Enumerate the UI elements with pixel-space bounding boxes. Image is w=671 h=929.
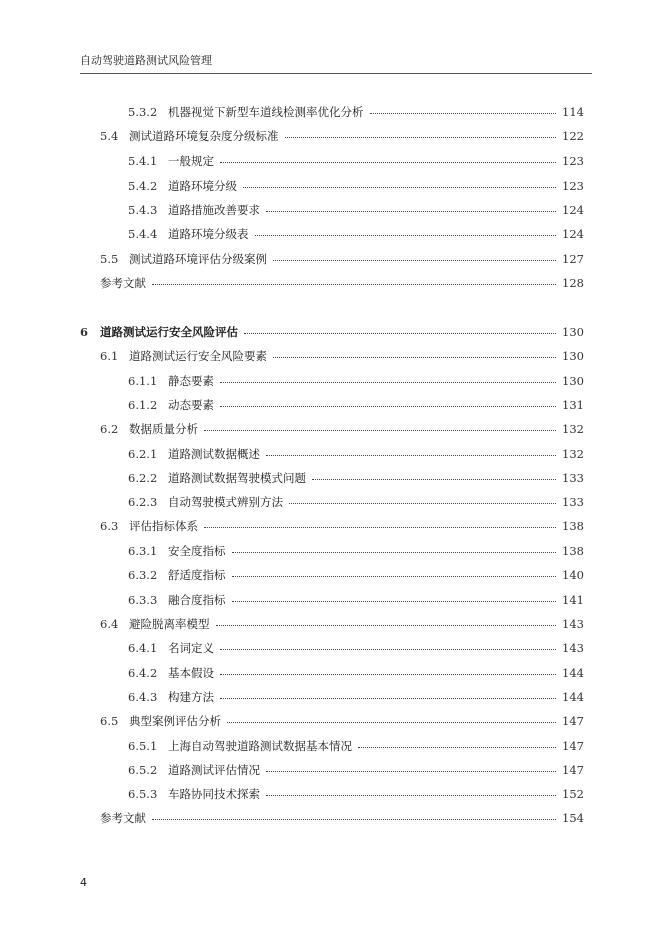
dot-leader — [220, 382, 556, 383]
toc-entry-page: 147 — [562, 763, 584, 777]
toc-entry-number: 6.3.2 — [128, 568, 158, 582]
dot-leader — [358, 747, 556, 748]
toc-entry[interactable] — [100, 516, 584, 536]
toc-entry-title: 舒适度指标 — [168, 568, 226, 582]
dot-leader — [216, 625, 557, 626]
toc-entry-page: 133 — [562, 471, 584, 485]
toc-entry[interactable] — [128, 151, 584, 171]
toc-entry[interactable] — [128, 468, 584, 488]
toc-entry[interactable] — [128, 784, 584, 804]
toc-entry-page: 132 — [562, 422, 584, 436]
toc-entry-number: 6.3.1 — [128, 544, 158, 558]
toc-entry-title: 名词定义 — [168, 641, 214, 655]
toc-entry-title: 评估指标体系 — [129, 519, 198, 533]
toc-entry-title: 道路测试运行安全风险要素 — [129, 349, 267, 363]
toc-entry-title: 道路环境分级 — [168, 179, 237, 193]
toc-entry-page: 130 — [562, 349, 584, 363]
toc-entry-title: 基本假设 — [168, 666, 214, 680]
toc-entry-page: 143 — [562, 641, 584, 655]
toc-entry-number: 6.4.2 — [128, 666, 158, 680]
toc-entry-page: 144 — [562, 666, 584, 680]
toc-entry-number: 6.5.1 — [128, 739, 158, 753]
toc-entry-title: 融合度指标 — [168, 593, 226, 607]
toc-entry-page: 132 — [562, 447, 584, 461]
dot-leader — [232, 601, 557, 602]
dot-leader — [220, 162, 556, 163]
toc-entry-number: 6.5.2 — [128, 763, 158, 777]
toc-entry-page: 138 — [562, 519, 584, 533]
dot-leader — [220, 406, 556, 407]
toc-entry-title: 一般规定 — [168, 154, 214, 168]
dot-leader — [255, 235, 557, 236]
toc-entry-title: 车路协同技术探索 — [168, 787, 260, 801]
toc-entry-page: 140 — [562, 568, 584, 582]
toc-entry-page: 124 — [562, 227, 584, 241]
dot-leader — [273, 260, 556, 261]
toc-entry-number: 6 — [80, 325, 89, 339]
toc-entry-page: 124 — [562, 203, 584, 217]
toc-entry-page: 144 — [562, 690, 584, 704]
toc-entry-number: 5.3.2 — [128, 105, 158, 119]
toc-entry-page: 131 — [562, 398, 584, 412]
toc-entry-number: 6.4.1 — [128, 641, 158, 655]
toc-entry-title: 道路测试数据概述 — [168, 447, 260, 461]
toc-entry-title: 道路环境分级表 — [168, 227, 249, 241]
toc-entry-number: 6.2.2 — [128, 471, 158, 485]
toc-entry-page: 123 — [562, 154, 584, 168]
dot-leader — [266, 771, 556, 772]
toc-entry-number: 6.5.3 — [128, 787, 158, 801]
dot-leader — [244, 333, 556, 334]
toc-entry-page: 122 — [562, 129, 584, 143]
dot-leader — [232, 576, 557, 577]
toc-entry-title: 安全度指标 — [168, 544, 226, 558]
dot-leader — [232, 552, 557, 553]
toc-entry-title: 道路测试数据驾驶模式问题 — [168, 471, 306, 485]
toc-entry-title: 测试道路环境评估分级案例 — [129, 252, 267, 266]
toc-entry-number: 6.4 — [100, 617, 119, 631]
dot-leader — [220, 698, 556, 699]
toc-entry-page: 147 — [562, 739, 584, 753]
dot-leader — [152, 284, 556, 285]
page-number: 4 — [80, 876, 87, 889]
toc-entry[interactable] — [100, 614, 584, 634]
toc-entry[interactable] — [100, 419, 584, 439]
toc-entry-page: 128 — [562, 276, 584, 290]
toc-entry-title: 上海自动驾驶道路测试数据基本情况 — [168, 739, 352, 753]
header-rule — [80, 73, 592, 74]
dot-leader — [285, 137, 557, 138]
toc-entry-title: 动态要素 — [168, 398, 214, 412]
toc-entry-title: 道路措施改善要求 — [168, 203, 260, 217]
toc-entry-number: 5.4.2 — [128, 179, 158, 193]
toc-entry-title: 测试道路环境复杂度分级标准 — [129, 129, 279, 143]
toc-entry-title: 构建方法 — [168, 690, 214, 704]
toc-entry[interactable] — [128, 541, 584, 561]
toc-entry[interactable] — [128, 200, 584, 220]
toc-entry[interactable] — [128, 590, 584, 610]
toc-entry[interactable] — [100, 711, 584, 731]
toc-entry[interactable] — [100, 346, 584, 366]
dot-leader — [220, 674, 556, 675]
toc-entry-title: 机器视觉下新型车道线检测率优化分析 — [168, 105, 364, 119]
toc-entry[interactable] — [128, 492, 584, 512]
toc-entry-title: 参考文献 — [100, 276, 146, 290]
running-head: 自动驾驶道路测试风险管理 — [80, 54, 212, 67]
dot-leader — [266, 795, 556, 796]
toc-entry-number: 5.5 — [100, 252, 119, 266]
toc-entry[interactable] — [128, 736, 584, 756]
toc-entry-number: 6.1.1 — [128, 374, 158, 388]
toc-entry-page: 147 — [562, 714, 584, 728]
toc-entry[interactable] — [80, 322, 584, 342]
toc-entry-number: 6.2.3 — [128, 495, 158, 509]
toc-entry[interactable] — [100, 249, 584, 269]
toc-entry[interactable] — [128, 176, 584, 196]
toc-entry-page: 143 — [562, 617, 584, 631]
toc-entry-title: 道路测试评估情况 — [168, 763, 260, 777]
toc-entry[interactable] — [128, 565, 584, 585]
toc-entry[interactable] — [128, 371, 584, 391]
toc-entry-page: 138 — [562, 544, 584, 558]
dot-leader — [370, 113, 557, 114]
toc-entry-page: 130 — [562, 325, 584, 339]
toc-entry-page: 154 — [562, 811, 584, 825]
toc-entry-title: 道路测试运行安全风险评估 — [100, 325, 238, 339]
toc-entry-number: 6.5 — [100, 714, 119, 728]
dot-leader — [220, 649, 556, 650]
toc-entry[interactable] — [128, 224, 584, 244]
toc-entry-number: 6.1.2 — [128, 398, 158, 412]
toc-entry[interactable] — [128, 638, 584, 658]
toc-entry-number: 5.4 — [100, 129, 119, 143]
toc-entry[interactable] — [100, 808, 584, 828]
dot-leader — [266, 211, 556, 212]
toc-entry-title: 自动驾驶模式辨别方法 — [168, 495, 283, 509]
toc-entry-page: 130 — [562, 374, 584, 388]
dot-leader — [266, 455, 556, 456]
toc-entry-page: 141 — [562, 593, 584, 607]
dot-leader — [204, 430, 556, 431]
toc-entry-number: 6.2 — [100, 422, 119, 436]
toc-entry[interactable] — [128, 760, 584, 780]
dot-leader — [243, 187, 556, 188]
toc-entry-number: 6.2.1 — [128, 447, 158, 461]
dot-leader — [289, 503, 556, 504]
toc-entry-page: 133 — [562, 495, 584, 509]
toc-entry-number: 6.4.3 — [128, 690, 158, 704]
toc-entry[interactable] — [100, 126, 584, 146]
toc-entry-title: 数据质量分析 — [129, 422, 198, 436]
toc-entry-page: 123 — [562, 179, 584, 193]
toc-entry-number: 6.3 — [100, 519, 119, 533]
dot-leader — [204, 527, 556, 528]
toc-entry[interactable] — [128, 663, 584, 683]
toc-entry-number: 5.4.1 — [128, 154, 158, 168]
dot-leader — [152, 819, 556, 820]
toc-entry[interactable] — [128, 444, 584, 464]
toc-entry-page: 114 — [562, 105, 584, 119]
toc-entry-page: 152 — [562, 787, 584, 801]
toc-entry-title: 参考文献 — [100, 811, 146, 825]
toc-entry[interactable] — [128, 687, 584, 707]
dot-leader — [273, 357, 556, 358]
toc-entry[interactable] — [128, 395, 584, 415]
toc-entry-page: 127 — [562, 252, 584, 266]
toc-entry-title: 避险脱离率模型 — [129, 617, 210, 631]
dot-leader — [312, 479, 556, 480]
toc-entry-number: 5.4.3 — [128, 203, 158, 217]
toc-entry[interactable] — [100, 273, 584, 293]
toc-entry-number: 6.3.3 — [128, 593, 158, 607]
toc-entry[interactable] — [128, 102, 584, 122]
toc-entry-title: 静态要素 — [168, 374, 214, 388]
dot-leader — [227, 722, 556, 723]
toc-entry-number: 6.1 — [100, 349, 119, 363]
toc-entry-title: 典型案例评估分析 — [129, 714, 221, 728]
toc-entry-number: 5.4.4 — [128, 227, 158, 241]
